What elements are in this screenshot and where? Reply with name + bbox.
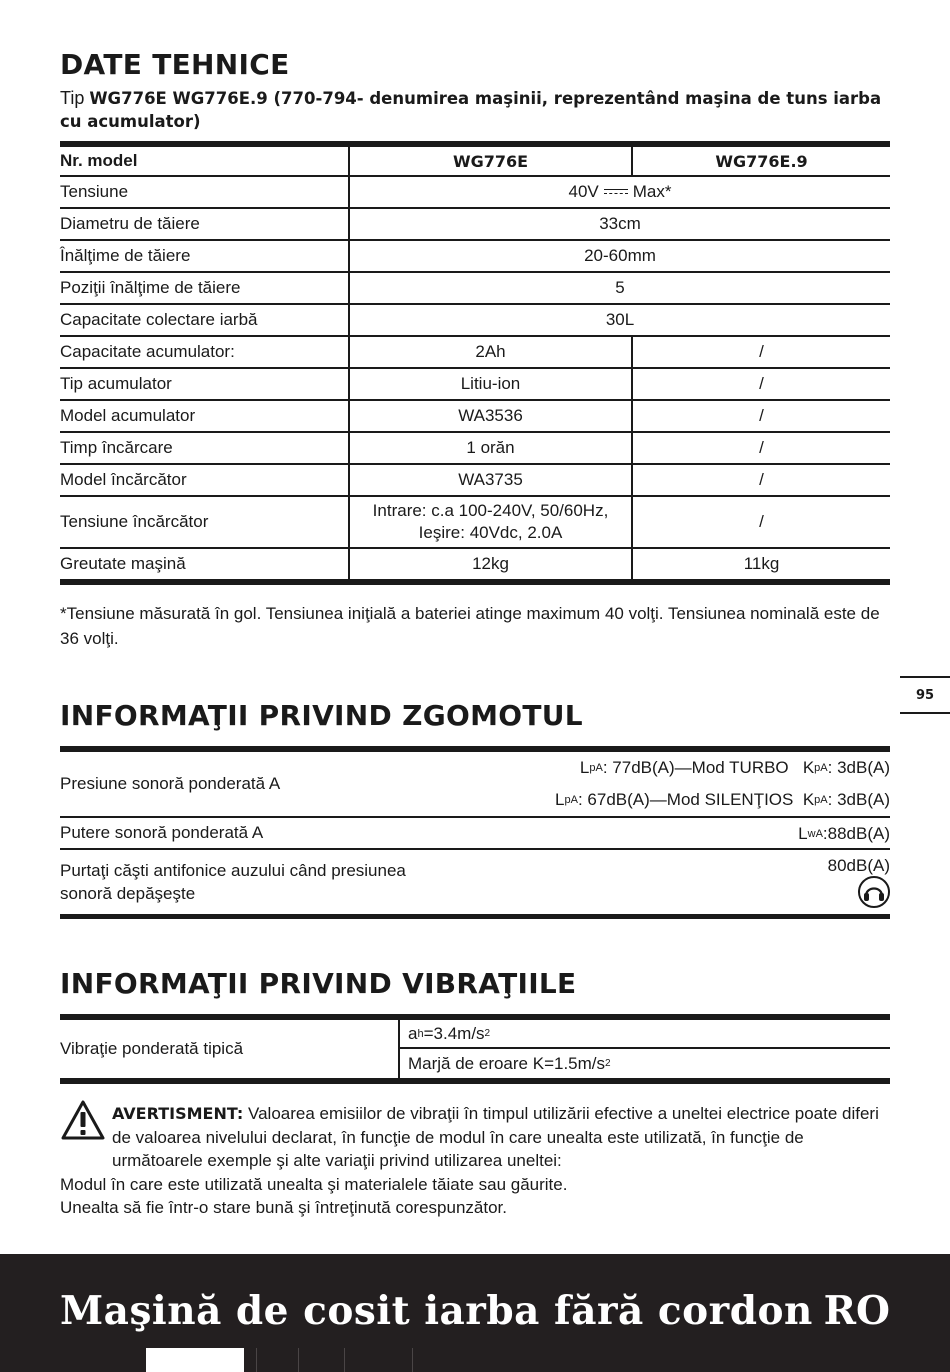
table-row (60, 369, 890, 401)
row-value-1 (350, 497, 633, 547)
noise-title: INFORMAŢII PRIVIND ZGOMOTUL (60, 699, 583, 732)
warning-line3: Unealta să fie într-o stare bună şi întreţinută corespunzător. (60, 1198, 507, 1217)
row-label: Putere sonoră ponderată A (60, 823, 264, 842)
table-row (60, 850, 890, 914)
table-row (60, 305, 890, 337)
row-value (460, 850, 890, 914)
row-label: Purtaţi căşti antifonice auzului când presiunea sonoră depăşeşte (60, 861, 406, 903)
row-label: Presiune sonoră ponderată A (60, 774, 281, 793)
table-row (60, 752, 890, 818)
warning-triangle-icon (60, 1099, 106, 1141)
row-value (480, 752, 890, 816)
row-value: 33cm (599, 214, 641, 233)
table-header-row (60, 147, 890, 177)
warning-title: AVERTISMENT: (112, 1104, 244, 1123)
header-model-2: WG776E.9 (715, 151, 808, 171)
row-label: Tensiune (60, 177, 350, 207)
row-value-2: / (759, 342, 764, 361)
table-row (60, 433, 890, 465)
dc-symbol-icon (604, 187, 628, 197)
row-value-2: / (759, 406, 764, 425)
vibration-title: INFORMAŢII PRIVIND VIBRAŢIILE (60, 967, 577, 1000)
table-row (60, 209, 890, 241)
row-value-2: / (759, 470, 764, 489)
voltage-footnote: *Tensiune măsurată în gol. Tensiunea iniţială a bateriei atinge maximum 40 volţi. Tensiunea nominală este de 36 volţi. (60, 604, 880, 648)
k-line: Marjă de eroare K=1.5m/s 2 (408, 1053, 611, 1073)
tip-word: Tip (60, 88, 85, 108)
turbo-line: L pA : 77dB(A)—Mod TURBO K pA : 3dB(A) (579, 758, 890, 777)
row-label: Timp încărcare (60, 433, 350, 463)
tip-text: WG776E WG776E.9 (770-794- denumirea maşinii, reprezentând maşina de tuns iarba cu acumulator) (60, 89, 882, 131)
footer-bar (146, 1348, 244, 1372)
table-row (60, 465, 890, 497)
warning-line1: Valoarea emisiilor de vibraţii în timpul utilizării efective a uneltei electrice poate diferi de valoarea nivelului declarat, în funcţie de modul în care unealta este utilizată, în funcţie de următoarele exemple şi alte variaţii privind utilizarea uneltei: (112, 1104, 879, 1170)
row-value: 5 (615, 278, 625, 297)
row-value: L wA :88dB(A) (798, 824, 890, 843)
row-value-1: 1 orăn (350, 433, 633, 463)
hearing-protection-icon (858, 876, 890, 908)
row-value-1: Litiu-ion (350, 369, 633, 399)
tech-title: DATE TEHNICE (60, 48, 290, 81)
ah-line: a h =3.4m/s 2 (400, 1020, 890, 1049)
row-value-1: 12kg (350, 549, 633, 579)
row-value-2: / (759, 374, 764, 393)
footer-tick (256, 1348, 257, 1372)
row-label: Model acumulator (60, 401, 350, 431)
footer-tick (344, 1348, 345, 1372)
row-value-2: / (759, 512, 764, 531)
row-label: Vibraţie ponderată tipică (60, 1020, 400, 1078)
row-label: Capacitate acumulator: (60, 337, 350, 367)
warning-line2: Modul în care este utilizată unealta şi materialele tăiate sau găurite. (60, 1174, 568, 1194)
warning-block (60, 1102, 890, 1220)
row-value (400, 1020, 890, 1078)
row-value-1: WA3735 (350, 465, 633, 495)
table-row (60, 549, 890, 579)
row-label: Tip acumulator (60, 369, 350, 399)
row-value (350, 177, 890, 207)
page-content (60, 48, 890, 1220)
tech-table (60, 141, 890, 585)
charger-output: Ieşire: 40Vdc, 2.0A (418, 523, 563, 542)
footer-language: RO (823, 1288, 890, 1334)
row-value-1: 2Ah (350, 337, 633, 367)
vibration-table (60, 1014, 890, 1084)
header-model-1: WG776E (350, 147, 633, 175)
row-label: Tensiune încărcător (60, 497, 350, 547)
table-row (60, 497, 890, 549)
row-label: Model încărcător (60, 465, 350, 495)
footer (0, 1254, 950, 1372)
row-value-1: WA3536 (350, 401, 633, 431)
row-value: 20-60mm (584, 246, 656, 265)
noise-table (60, 746, 890, 919)
voltage-value: 40V (568, 182, 599, 201)
header-label: Nr. model (60, 147, 350, 175)
footer-tick (412, 1348, 413, 1372)
table-row (60, 818, 890, 850)
table-row (60, 337, 890, 369)
table-row (60, 177, 890, 209)
row-label: Greutate maşină (60, 549, 350, 579)
table-row (60, 401, 890, 433)
page-number: 95 (900, 676, 950, 714)
footer-tick (298, 1348, 299, 1372)
row-label: Poziţii înălţime de tăiere (60, 273, 350, 303)
row-label: Diametru de tăiere (60, 209, 350, 239)
row-value: 30L (605, 310, 635, 329)
row-value-2: / (759, 438, 764, 457)
charger-input: Intrare: c.a 100-240V, 50/60Hz, (372, 501, 609, 520)
footer-title: Maşină de cosit iarba fără cordon (60, 1288, 813, 1334)
silent-line: L pA : 67dB(A)—Mod SILENŢIOS K pA : 3dB(A) (555, 790, 890, 809)
row-label: Capacitate colectare iarbă (60, 305, 350, 335)
ear-value: 80dB(A) (827, 856, 890, 875)
model-line (60, 87, 890, 133)
row-value-2: 11kg (743, 554, 780, 573)
row-label: Înălţime de tăiere (60, 241, 350, 271)
table-row (60, 273, 890, 305)
warning-text (60, 1102, 890, 1173)
voltage-max: Max* (632, 182, 672, 201)
table-row (60, 241, 890, 273)
